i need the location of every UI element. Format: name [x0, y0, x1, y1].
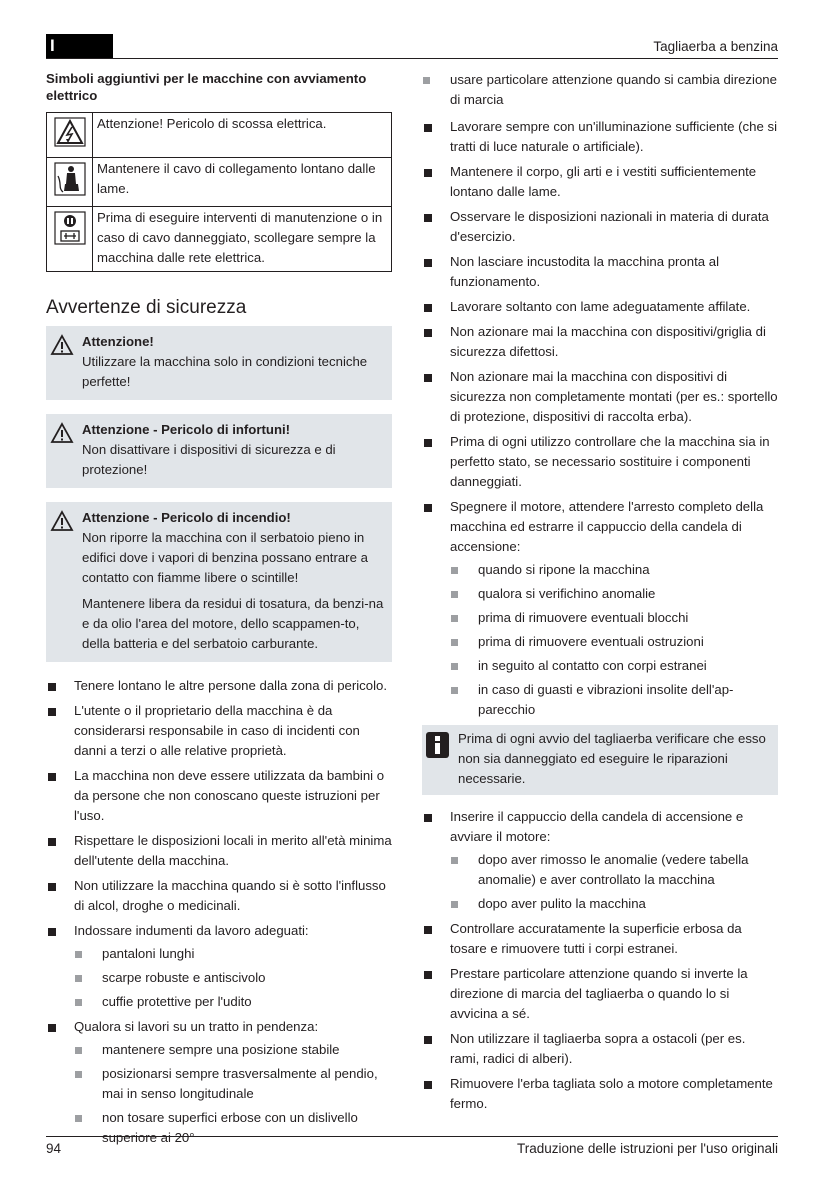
list-item: Prestare particolare attenzione quando si inverte la direzione di marcia del tagliaerba o quando lo si avvicina a sé.: [422, 964, 778, 1024]
list-item: Controllare accuratamente la superficie erbosa da tosare e rimuovere tutti i corpi estranei.: [422, 919, 778, 959]
warning-triangle-icon: [50, 510, 74, 532]
sub-list-item: cuffie protettive per l'udito: [74, 992, 392, 1012]
sub-list-item: mantenere sempre una posizione stabile: [74, 1040, 392, 1060]
sub-list: [392, 70, 778, 110]
list-item: Lavorare soltanto con lame adeguatamente affilate.: [422, 297, 778, 317]
warning-box: [46, 414, 392, 488]
sub-list-item: scarpe robuste e antiscivolo: [74, 968, 392, 988]
list-item: Prima di ogni utilizzo controllare che la macchina sia in perfetto stato, se necessario sostituire i componenti danneggiati.: [422, 432, 778, 492]
symbols-row: [47, 207, 392, 272]
header-divider: [46, 58, 778, 59]
header-title: Tagliaerba a benzina: [653, 39, 778, 54]
list-item: [422, 497, 778, 720]
info-box: [422, 725, 778, 795]
sub-list-item: pantaloni lunghi: [74, 944, 392, 964]
symbols-row: [47, 158, 392, 207]
warning-title: Attenzione!: [82, 334, 154, 349]
list-item-text: Qualora si lavori su un tratto in pendenza:: [74, 1019, 319, 1034]
language-tab: [46, 34, 113, 58]
list-item: Non azionare mai la macchina con dispositivi/griglia di sicurezza difettosi.: [422, 322, 778, 362]
language-code: I: [50, 36, 55, 55]
warning-box: [46, 502, 392, 662]
symbol-text: Prima di eseguire interventi di manutenzione o in caso di cavo danneggiato, scollegare sempre la macchina dalle rete elettrica.: [93, 207, 392, 272]
symbols-row: [47, 113, 392, 158]
list-item: Non utilizzare il tagliaerba sopra a ostacoli (per es. rami, radici di alberi).: [422, 1029, 778, 1069]
sub-list-item: dopo aver rimosso le anomalie (vedere tabella anomalie) e aver controllato la macchina: [450, 850, 778, 890]
warning-title: Attenzione - Pericolo di infortuni!: [82, 422, 291, 437]
symbol-cell: [47, 207, 93, 272]
footer-divider: [46, 1136, 778, 1137]
list-item: Non utilizzare la macchina quando si è sotto l'influsso di alcol, droghe o medicinali.: [46, 876, 392, 916]
warning-text: Non disattivare i dispositivi di sicurezza e di protezione!: [82, 442, 336, 477]
sub-list-item: in caso di guasti e vibrazioni insolite dell'ap-parecchio: [450, 680, 778, 720]
sub-list: [74, 1040, 392, 1148]
warning-title: Attenzione - Pericolo di incendio!: [82, 510, 291, 525]
sub-list-item: non tosare superfici erbose con un dislivello superiore ai 20°: [74, 1108, 392, 1148]
sub-list-item: prima di rimuovere eventuali ostruzioni: [450, 632, 778, 652]
sub-list-item: dopo aver pulito la macchina: [450, 894, 778, 914]
safety-list: [46, 676, 392, 1148]
symbol-cell: [47, 158, 93, 207]
list-item: Rimuovere l'erba tagliata solo a motore completamente fermo.: [422, 1074, 778, 1114]
list-item: [422, 807, 778, 914]
safety-list: [422, 807, 778, 1114]
warning-text: Utilizzare la macchina solo in condizioni tecniche perfette!: [82, 354, 368, 389]
symbols-heading: Simboli aggiuntivi per le macchine con avviamento elettrico: [46, 71, 367, 103]
warning-text: Non riporre la macchina con il serbatoio pieno in edifici dove i vapori di benzina possano entrare a contatto con fiamme libere o scintille!: [82, 530, 368, 585]
sub-list: [74, 944, 392, 1012]
warning-box: [46, 326, 392, 400]
sub-list-item: usare particolare attenzione quando si cambia direzione di marcia: [392, 70, 778, 110]
right-column: [422, 70, 778, 1119]
list-item-text: Inserire il cappuccio della candela di accensione e avviare il motore:: [450, 809, 744, 844]
list-item: Rispettare le disposizioni locali in merito all'età minima dell'utente della macchina.: [46, 831, 392, 871]
sub-list: [450, 560, 778, 720]
symbol-text: Mantenere il cavo di collegamento lontano dalle lame.: [93, 158, 392, 207]
cable-away-from-blades-icon: [54, 162, 86, 196]
list-item: Mantenere il corpo, gli arti e i vestiti sufficientemente lontano dalle lame.: [422, 162, 778, 202]
warning-triangle-icon: [50, 422, 74, 444]
electric-shock-warning-icon: [54, 117, 86, 147]
safety-list: [422, 117, 778, 720]
unplug-before-maintenance-icon: [54, 211, 86, 245]
list-item: L'utente o il proprietario della macchina è da considerarsi responsabile in caso di incidenti con danni a terzi o alle relative proprietà.: [46, 701, 392, 761]
list-item-text: Indossare indumenti da lavoro adeguati:: [74, 923, 309, 938]
info-icon: [426, 732, 449, 758]
list-item: Tenere lontano le altre persone dalla zona di pericolo.: [46, 676, 392, 696]
sub-list: [450, 850, 778, 914]
warning-text: Mantenere libera da residui di tosatura, da benzi-na e da olio l'area del motore, dello scappamen-to, della batteria e del serbatoio carburante.: [82, 596, 384, 651]
sub-list-item: quando si ripone la macchina: [450, 560, 778, 580]
list-item: [46, 1017, 392, 1148]
list-item: Osservare le disposizioni nazionali in materia di durata d'esercizio.: [422, 207, 778, 247]
symbol-text: Attenzione! Pericolo di scossa elettrica.: [93, 113, 392, 158]
symbol-cell: [47, 113, 93, 158]
left-column: [46, 70, 392, 1153]
sub-list-item: prima di rimuovere eventuali blocchi: [450, 608, 778, 628]
sub-list-item: qualora si verifichino anomalie: [450, 584, 778, 604]
sub-list-item: posizionarsi sempre trasversalmente al pendio, mai in senso longitudinale: [74, 1064, 392, 1104]
list-item: La macchina non deve essere utilizzata da bambini o da persone che non conoscano queste istruzioni per l'uso.: [46, 766, 392, 826]
section-title: Avvertenze di sicurezza: [46, 297, 247, 318]
list-item: Lavorare sempre con un'illuminazione sufficiente (che si tratti di luce naturale o artificiale).: [422, 117, 778, 157]
list-item: Non lasciare incustodita la macchina pronta al funzionamento.: [422, 252, 778, 292]
symbols-table: [46, 112, 392, 272]
sub-list-item: in seguito al contatto con corpi estranei: [450, 656, 778, 676]
list-item-text: Spegnere il motore, attendere l'arresto completo della macchina ed estrarre il cappuccio della candela di accensione:: [450, 499, 764, 554]
warning-triangle-icon: [50, 334, 74, 356]
footer-text: Traduzione delle istruzioni per l'uso originali: [517, 1141, 778, 1156]
list-item: [46, 921, 392, 1012]
list-item: Non azionare mai la macchina con dispositivi di sicurezza non completamente montati (per es.: sportello di protezione, dispositivi di raccolta erba).: [422, 367, 778, 427]
page-number: 94: [46, 1141, 62, 1156]
info-text: Prima di ogni avvio del tagliaerba verificare che esso non sia danneggiato ed eseguire le riparazioni necessarie.: [458, 731, 766, 786]
